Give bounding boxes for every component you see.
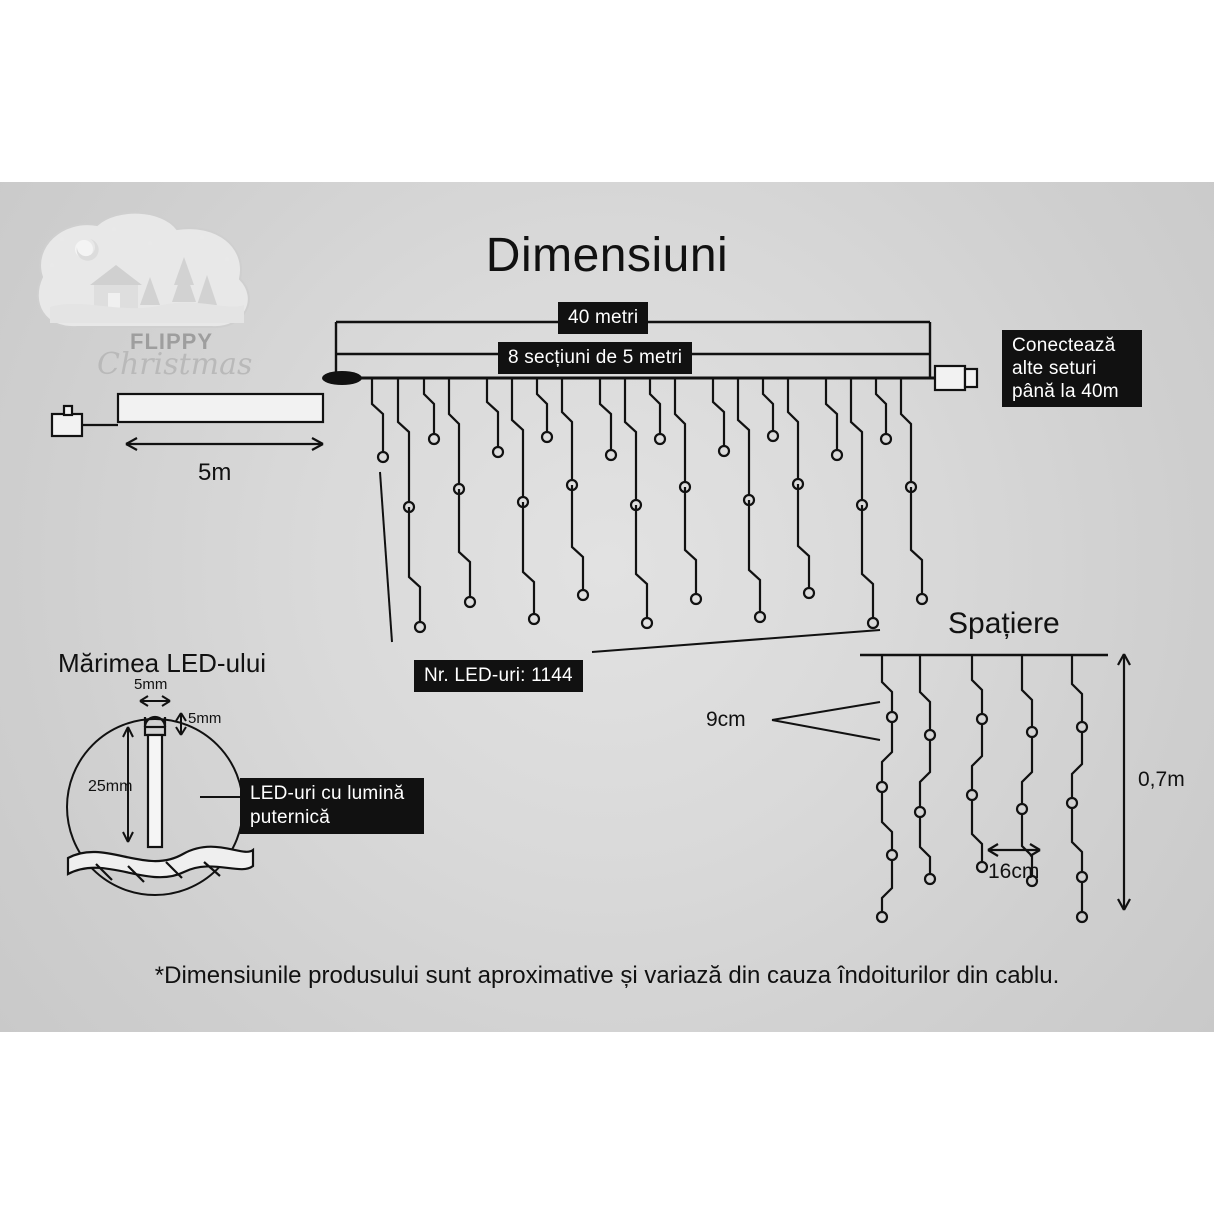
label-connect-more: Conectează alte seturi până la 40m [1002,330,1142,407]
diagram-canvas [0,182,1214,1032]
label-sections: 8 secțiuni de 5 metri [498,342,692,374]
label-led-head: 5mm [188,710,222,727]
label-spacing-title: Spațiere [948,607,1060,640]
label-led-count: Nr. LED-uri: 1144 [414,660,583,692]
logo-text-flippy: FLIPPY [130,329,214,354]
label-led-length: 25mm [88,778,133,795]
label-spacing-between: 16cm [988,860,1040,883]
label-total-length: 40 metri [558,302,648,334]
label-led-size-title: Mărimea LED-ului [58,648,267,678]
page-title: Dimensiuni [485,229,729,282]
label-led-width: 5mm [134,676,168,693]
label-led-bright: LED-uri cu lumină puternică [240,778,424,834]
label-spacing-height: 0,7m [1138,768,1185,791]
footnote-text: *Dimensiunile produsului sunt aproximative și variază din cauza îndoiturilor din cablu. [154,962,1060,989]
logo-text-christmas: Christmas [97,347,253,382]
label-spacing-drop: 9cm [706,708,746,731]
label-lead-cable: 5m [198,459,232,486]
